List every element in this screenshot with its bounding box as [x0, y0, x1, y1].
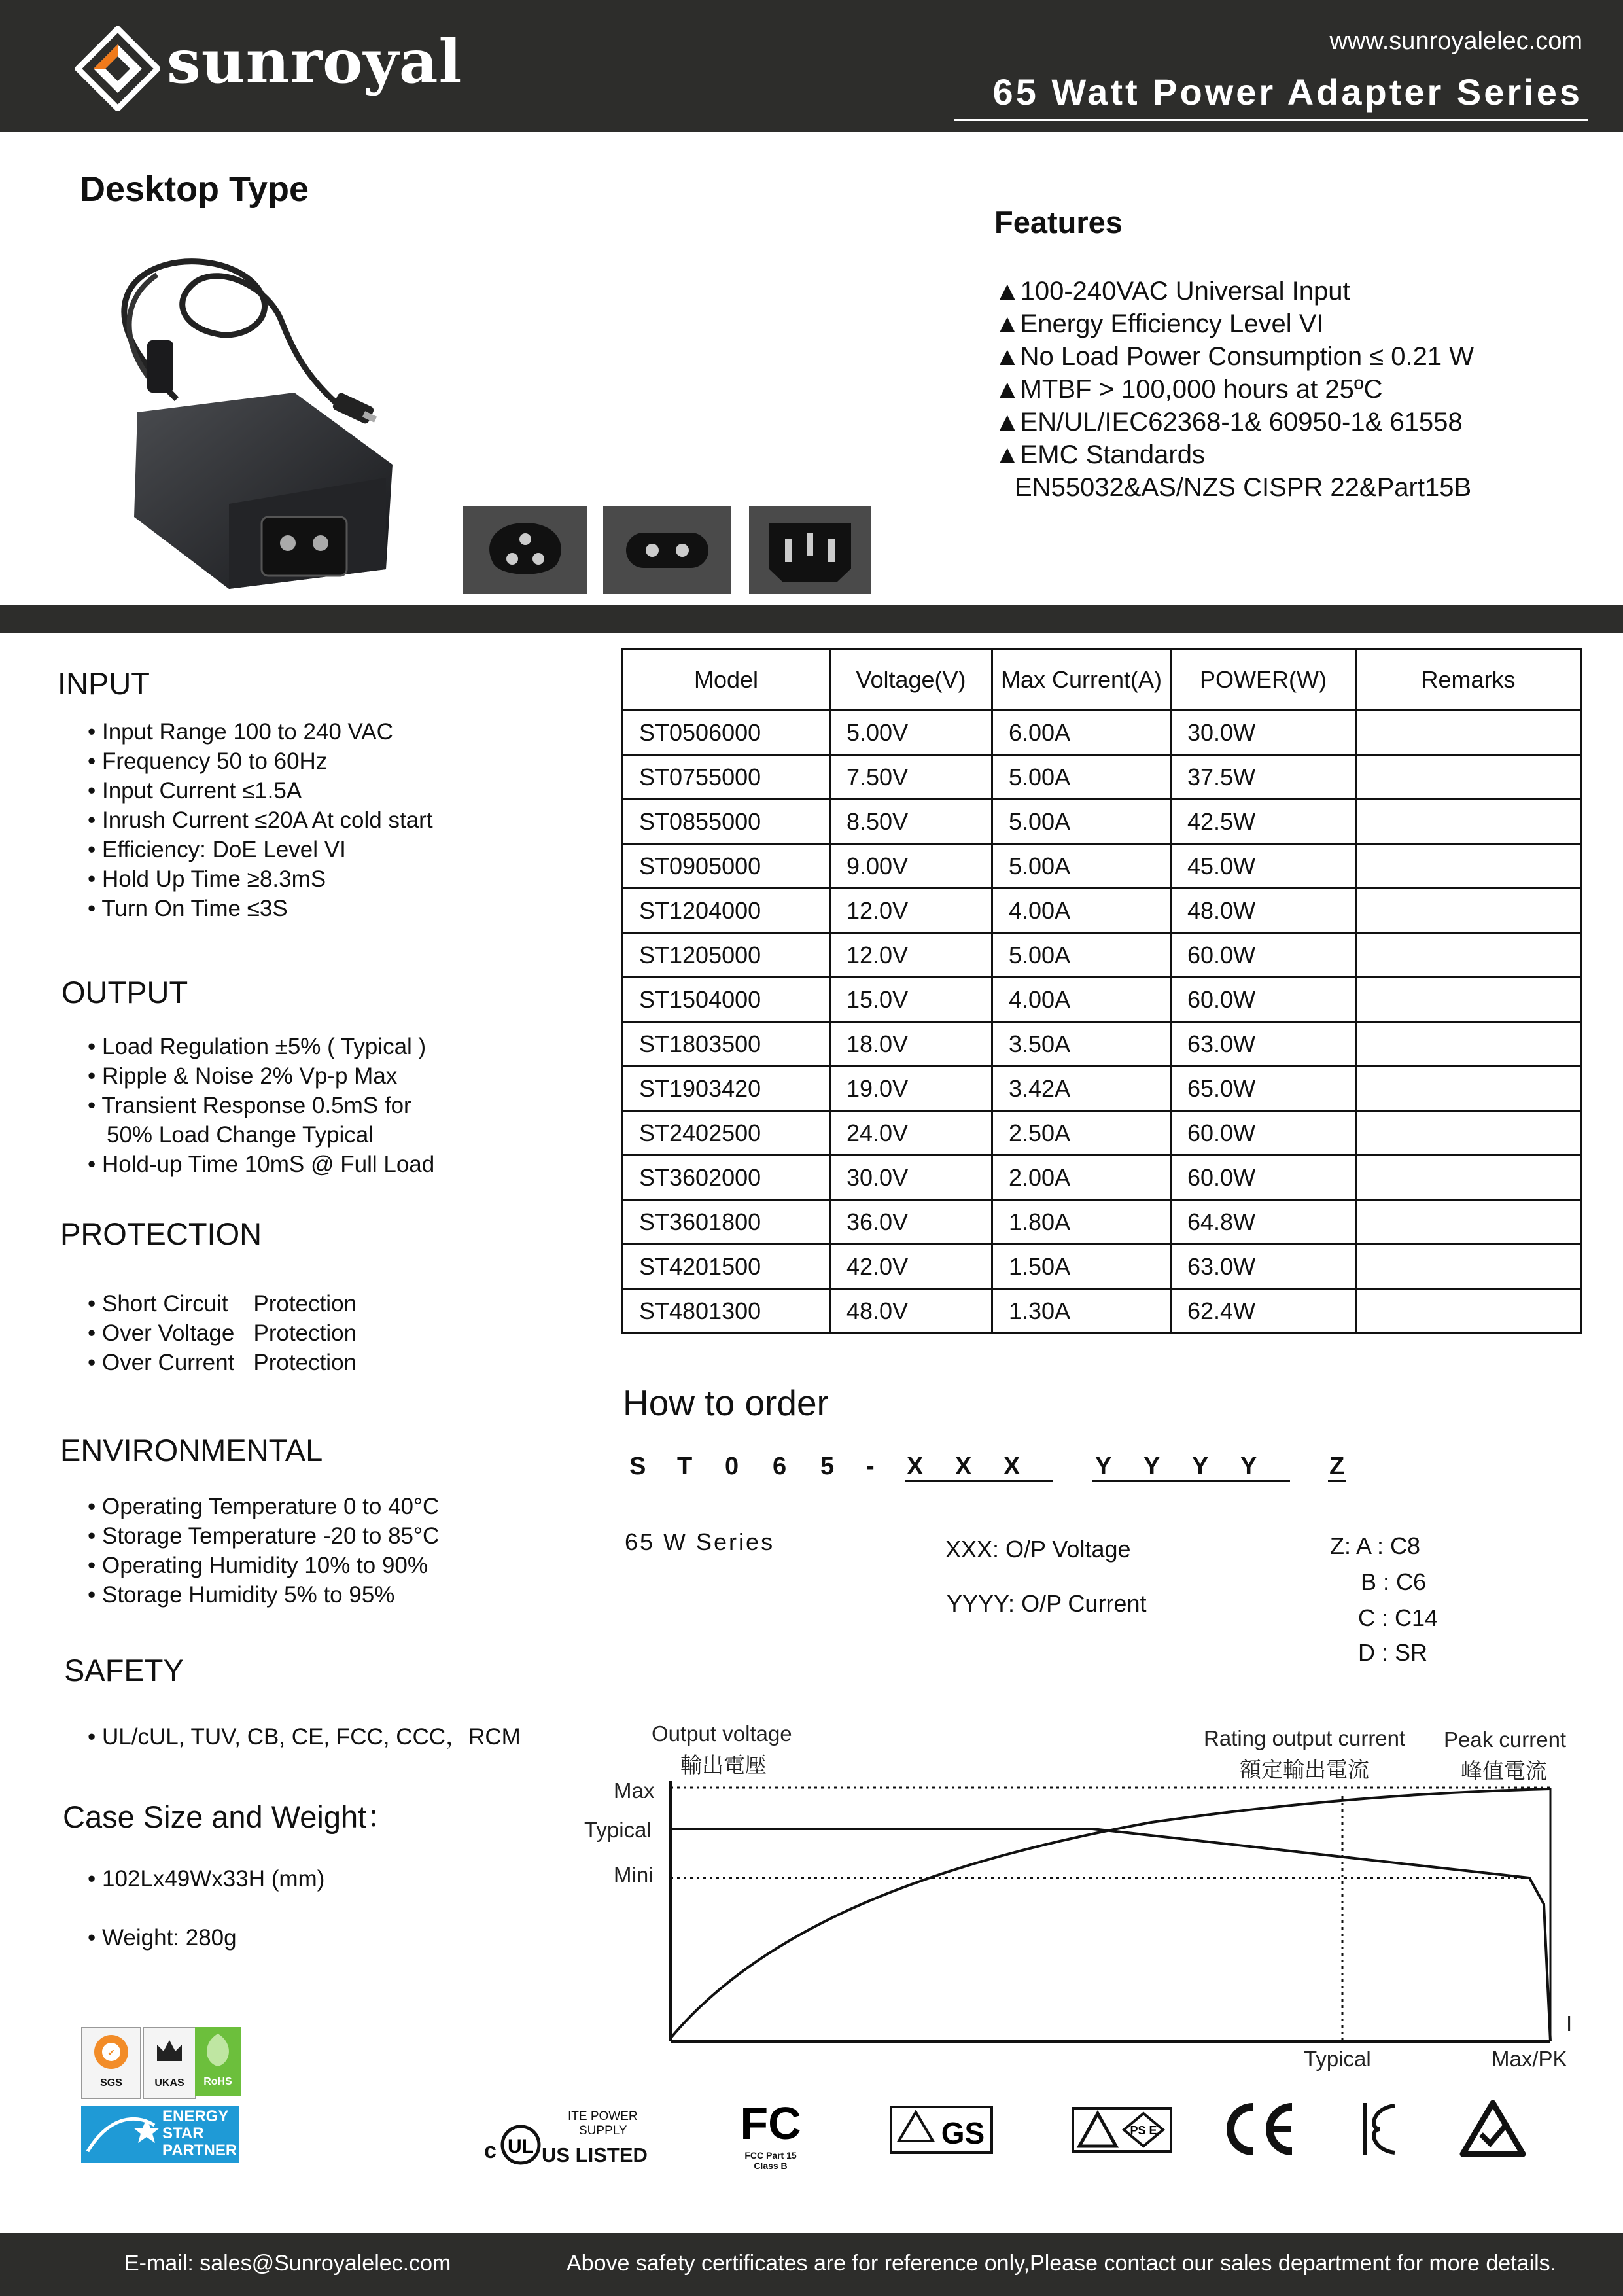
table-cell: ST1204000 — [623, 889, 830, 933]
table-cell: 4.00A — [992, 978, 1171, 1022]
environmental-title: ENVIRONMENTAL — [60, 1433, 323, 1468]
table-cell: 5.00V — [830, 711, 992, 755]
order-code-char: Y — [1240, 1453, 1257, 1480]
graph-y-mini-label: Mini — [614, 1863, 654, 1887]
table-cell: 5.00A — [992, 755, 1171, 800]
graph-x-axis-label: I — [1566, 2011, 1573, 2036]
svg-text:UL: UL — [508, 2136, 534, 2157]
table-row — [623, 1289, 1581, 1333]
table-cell — [1356, 1245, 1581, 1289]
fcc-part-text: FCC Part 15 — [744, 2150, 797, 2161]
table-cell: 60.0W — [1171, 978, 1356, 1022]
table-cell: ST0855000 — [623, 800, 830, 844]
environmental-item: • Storage Humidity 5% to 95% — [88, 1582, 395, 1608]
rohs-logo — [195, 2027, 241, 2096]
input-item: • Input Range 100 to 240 VAC — [88, 719, 393, 745]
graph-rating-current-label-cn: 額定輸出電流 — [1240, 1757, 1369, 1782]
section-divider-band — [0, 605, 1623, 633]
column-header: Max Current(A) — [992, 649, 1171, 711]
case-item: • 102Lx49Wx33H (mm) — [88, 1866, 325, 1892]
website-link[interactable]: www.sunroyalelec.com — [1329, 27, 1582, 55]
table-cell: 48.0V — [830, 1289, 992, 1333]
table-cell — [1356, 978, 1581, 1022]
ul-circle-icon — [500, 2117, 542, 2170]
table-cell: 12.0V — [830, 933, 992, 978]
ul-listed-text: US LISTED — [542, 2144, 648, 2166]
table-cell: ST3601800 — [623, 1200, 830, 1245]
series-title: 65 Watt Power Adapter Series — [992, 71, 1582, 113]
table-cell: 36.0V — [830, 1200, 992, 1245]
fcc-logo — [731, 2097, 810, 2173]
rohs-text: RoHS — [203, 2076, 232, 2087]
current-code-underline — [1092, 1480, 1290, 1482]
table-cell: 60.0W — [1171, 1111, 1356, 1156]
c14-plug-icon — [749, 506, 871, 594]
ul-supply-text: SUPPLY — [579, 2124, 627, 2138]
table-cell: 30.0V — [830, 1156, 992, 1200]
pse-icon — [1072, 2100, 1172, 2157]
voltage-code-underline — [905, 1480, 1053, 1482]
table-cell: 60.0W — [1171, 1156, 1356, 1200]
table-cell: ST1205000 — [623, 933, 830, 978]
input-title: INPUT — [58, 666, 150, 701]
rohs-leaf-icon — [195, 2027, 241, 2073]
order-current-label: YYYY: O/P Current — [947, 1590, 1147, 1617]
table-cell: 9.00V — [830, 844, 992, 889]
table-cell: 2.50A — [992, 1111, 1171, 1156]
output-item: • Transient Response 0.5mS for — [88, 1093, 411, 1118]
feature-item: ▲EMC Standards — [994, 440, 1205, 469]
table-row — [623, 1111, 1581, 1156]
table-cell — [1356, 1289, 1581, 1333]
svg-text:✔: ✔ — [107, 2047, 115, 2058]
model-spec-table — [621, 648, 1582, 1334]
table-cell — [1356, 711, 1581, 755]
table-cell: 7.50V — [830, 755, 992, 800]
table-cell: ST2402500 — [623, 1111, 830, 1156]
order-plug-option: Z: A : C8 — [1330, 1532, 1421, 1559]
sgs-seal-icon — [82, 2028, 140, 2074]
environmental-item: • Operating Temperature 0 to 40°C — [88, 1494, 440, 1519]
column-header: Model — [623, 649, 830, 711]
safety-item: • UL/cUL, TUV, CB, CE, FCC, CCC，RCM — [88, 1724, 521, 1750]
order-code-char: Y — [1192, 1453, 1209, 1480]
ul-ite-text: ITE POWER — [568, 2110, 638, 2123]
table-cell: 8.50V — [830, 800, 992, 844]
energy-star-swoosh-icon — [81, 2106, 160, 2163]
table-cell: ST4201500 — [623, 1245, 830, 1289]
order-code-char: T — [677, 1453, 693, 1480]
input-item: • Turn On Time ≤3S — [88, 896, 288, 921]
table-row — [623, 711, 1581, 755]
table-cell: 60.0W — [1171, 933, 1356, 978]
order-code-char: 5 — [820, 1453, 835, 1480]
table-cell — [1356, 933, 1581, 978]
fcc-mark-icon — [731, 2097, 810, 2147]
environmental-item: • Storage Temperature -20 to 85°C — [88, 1523, 440, 1549]
table-cell: 1.80A — [992, 1200, 1171, 1245]
table-cell — [1356, 844, 1581, 889]
plug-code-underline — [1328, 1480, 1346, 1482]
table-cell: ST1803500 — [623, 1022, 830, 1067]
output-title: OUTPUT — [61, 975, 188, 1010]
table-cell — [1356, 889, 1581, 933]
feature-item: ▲EN/UL/IEC62368-1& 60950-1& 61558 — [994, 408, 1463, 436]
graph-output-voltage-label-cn: 輸出電壓 — [680, 1752, 767, 1778]
energy-star-logo — [81, 2106, 239, 2163]
current-curve — [671, 1789, 1550, 2038]
table-cell: 42.0V — [830, 1245, 992, 1289]
feature-item: EN55032&AS/NZS CISPR 22&Part15B — [1015, 473, 1472, 502]
how-to-order-title: How to order — [623, 1383, 829, 1423]
table-cell: 37.5W — [1171, 755, 1356, 800]
table-cell: ST1903420 — [623, 1067, 830, 1111]
table-cell: 2.00A — [992, 1156, 1171, 1200]
svg-text:GS: GS — [941, 2116, 985, 2150]
footer-email[interactable]: E-mail: sales@Sunroyalelec.com — [124, 2251, 451, 2276]
graph-peak-current-label-cn: 峰值電流 — [1461, 1758, 1547, 1784]
table-row — [623, 755, 1581, 800]
svg-text:PS E: PS E — [1130, 2124, 1157, 2137]
order-series-label: 65 W Series — [625, 1528, 775, 1555]
order-code-char: Y — [1143, 1453, 1161, 1480]
ul-c-text: c — [484, 2138, 497, 2163]
product-type-title: Desktop Type — [80, 169, 309, 209]
table-cell: ST0905000 — [623, 844, 830, 889]
table-cell: 4.00A — [992, 889, 1171, 933]
table-cell: 48.0W — [1171, 889, 1356, 933]
graph-y-max-label: Max — [614, 1778, 655, 1803]
safety-title: SAFETY — [64, 1653, 184, 1687]
table-row — [623, 1156, 1581, 1200]
protection-item: • Over Voltage Protection — [88, 1320, 357, 1346]
table-cell — [1356, 1067, 1581, 1111]
c8-plug-icon — [603, 506, 731, 594]
graph-x-typical-label: Typical — [1304, 2047, 1371, 2071]
output-item: • Ripple & Noise 2% Vp-p Max — [88, 1063, 398, 1089]
table-cell: 1.50A — [992, 1245, 1171, 1289]
output-item: 50% Load Change Typical — [107, 1122, 374, 1148]
order-code-char: Y — [1095, 1453, 1112, 1480]
order-code-char: - — [866, 1453, 875, 1480]
table-cell: 62.4W — [1171, 1289, 1356, 1333]
sgs-text: SGS — [100, 2077, 122, 2089]
table-cell: ST0755000 — [623, 755, 830, 800]
table-cell — [1356, 755, 1581, 800]
graph-x-max-label: Max/PK — [1492, 2047, 1567, 2071]
table-cell: 18.0V — [830, 1022, 992, 1067]
table-cell: 3.42A — [992, 1067, 1171, 1111]
order-code-char: 0 — [725, 1453, 739, 1480]
protection-item: • Over Current Protection — [88, 1350, 357, 1375]
table-cell: 63.0W — [1171, 1022, 1356, 1067]
table-row — [623, 889, 1581, 933]
table-cell: 45.0W — [1171, 844, 1356, 889]
order-plug-option: C : C14 — [1358, 1604, 1439, 1631]
feature-item: ▲No Load Power Consumption ≤ 0.21 W — [994, 342, 1475, 371]
table-cell: 5.00A — [992, 800, 1171, 844]
features-title: Features — [994, 205, 1123, 239]
feature-item: ▲MTBF > 100,000 hours at 25ºC — [994, 375, 1383, 404]
voltage-curve — [671, 1829, 1550, 2041]
input-item: • Inrush Current ≤20A At cold start — [88, 807, 433, 833]
ukas-crown-icon — [144, 2028, 195, 2074]
table-cell — [1356, 1156, 1581, 1200]
svg-text:FC: FC — [740, 2098, 801, 2147]
input-item: • Hold Up Time ≥8.3mS — [88, 866, 326, 892]
environmental-item: • Operating Humidity 10% to 90% — [88, 1553, 428, 1578]
table-cell — [1356, 800, 1581, 844]
table-cell: 1.30A — [992, 1289, 1171, 1333]
input-item: • Efficiency: DoE Level VI — [88, 837, 346, 862]
order-code-char: 6 — [773, 1453, 787, 1480]
tuv-gs-icon — [890, 2102, 994, 2158]
output-item: • Load Regulation ±5% ( Typical ) — [88, 1034, 427, 1059]
table-row — [623, 844, 1581, 889]
table-cell — [1356, 1200, 1581, 1245]
table-cell: 65.0W — [1171, 1067, 1356, 1111]
rcm-mark-icon — [1459, 2099, 1527, 2159]
title-underline — [954, 119, 1588, 121]
output-item: • Hold-up Time 10mS @ Full Load — [88, 1152, 435, 1177]
graph-peak-current-label: Peak current — [1444, 1727, 1567, 1752]
graph-rating-current-label: Rating output current — [1204, 1726, 1406, 1750]
order-voltage-label: XXX: O/P Voltage — [945, 1536, 1131, 1563]
protection-title: PROTECTION — [60, 1216, 262, 1251]
order-code-char: Z — [1329, 1453, 1345, 1480]
table-header-row — [623, 649, 1581, 711]
table-cell — [1356, 1111, 1581, 1156]
table-row — [623, 978, 1581, 1022]
order-plug-option: D : SR — [1358, 1639, 1428, 1666]
energy-star-text: ENERGY STAR PARTNER — [162, 2108, 237, 2159]
input-item: • Frequency 50 to 60Hz — [88, 749, 328, 774]
sunroyal-logo-icon — [75, 26, 160, 111]
table-cell: 3.50A — [992, 1022, 1171, 1067]
order-code-char: X — [955, 1453, 972, 1480]
table-cell — [1356, 1022, 1581, 1067]
feature-item: ▲Energy Efficiency Level VI — [994, 309, 1324, 338]
table-cell: 24.0V — [830, 1111, 992, 1156]
ul-listed-logo — [484, 2106, 661, 2171]
column-header: POWER(W) — [1171, 649, 1356, 711]
power-adapter-photo — [98, 242, 406, 595]
table-cell: 12.0V — [830, 889, 992, 933]
table-cell: 5.00A — [992, 933, 1171, 978]
c6-plug-icon — [463, 506, 587, 594]
ukas-text: UKAS — [154, 2077, 184, 2089]
table-cell: ST3602000 — [623, 1156, 830, 1200]
sgs-logo — [81, 2027, 141, 2099]
order-code-char: X — [907, 1453, 924, 1480]
case-item: • Weight: 280g — [88, 1925, 237, 1951]
table-cell: 63.0W — [1171, 1245, 1356, 1289]
column-header: Remarks — [1356, 649, 1581, 711]
order-code-char: X — [1003, 1453, 1021, 1480]
table-cell: 15.0V — [830, 978, 992, 1022]
table-cell: ST4801300 — [623, 1289, 830, 1333]
table-row — [623, 933, 1581, 978]
table-row — [623, 1022, 1581, 1067]
input-item: • Input Current ≤1.5A — [88, 778, 302, 804]
kc-mark-icon — [1359, 2099, 1400, 2159]
feature-item: ▲100-240VAC Universal Input — [994, 277, 1350, 306]
table-cell: 30.0W — [1171, 711, 1356, 755]
case-title: Case Size and Weight： — [63, 1799, 398, 1834]
order-code-char: S — [629, 1453, 646, 1480]
table-cell: ST1504000 — [623, 978, 830, 1022]
order-plug-option: B : C6 — [1361, 1568, 1427, 1595]
fcc-class-text: Class B — [754, 2161, 788, 2171]
column-header: Voltage(V) — [830, 649, 992, 711]
table-cell: 42.5W — [1171, 800, 1356, 844]
table-cell: ST0506000 — [623, 711, 830, 755]
table-row — [623, 1067, 1581, 1111]
table-row — [623, 800, 1581, 844]
protection-item: • Short Circuit Protection — [88, 1291, 357, 1316]
table-cell: 64.8W — [1171, 1200, 1356, 1245]
table-cell: 5.00A — [992, 844, 1171, 889]
ukas-logo — [143, 2027, 196, 2099]
graph-y-typical-label: Typical — [584, 1818, 652, 1842]
graph-output-voltage-label: Output voltage — [652, 1722, 792, 1746]
table-cell: 6.00A — [992, 711, 1171, 755]
table-row — [623, 1245, 1581, 1289]
footer-disclaimer: Above safety certificates are for reference only,Please contact our sales department for more details. — [567, 2251, 1557, 2276]
brand-name: sunroyal — [167, 26, 462, 97]
ce-mark-icon — [1220, 2099, 1299, 2159]
table-cell: 19.0V — [830, 1067, 992, 1111]
table-row — [623, 1200, 1581, 1245]
